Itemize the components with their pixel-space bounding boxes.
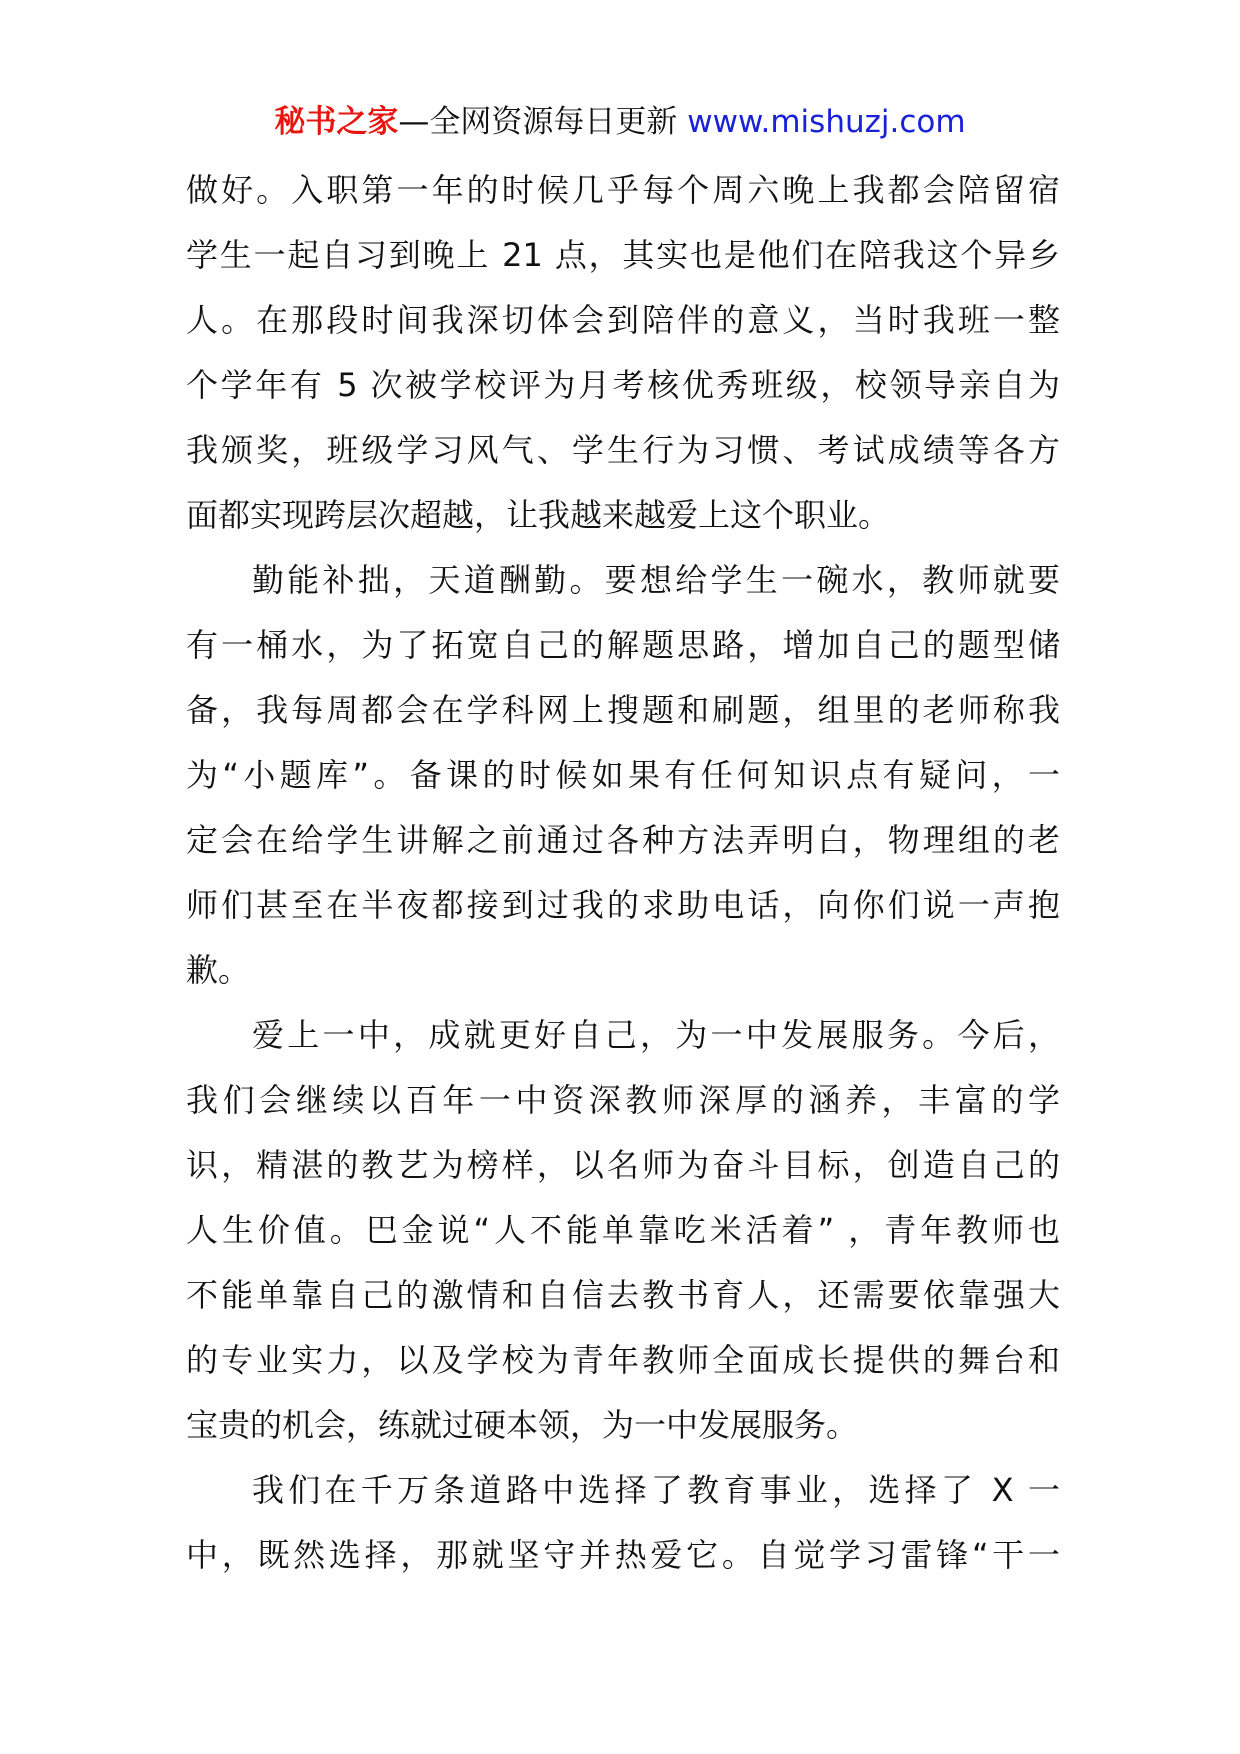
text-line: 我们会继续以百年一中资深教师深厚的涵养，丰富的学 xyxy=(186,1081,1060,1119)
text-line: 歉。 xyxy=(186,951,251,989)
brand-name: 秘书之家 xyxy=(274,104,399,140)
text-line: 做好。入职第一年的时候几乎每个周六晚上我都会陪留宿 xyxy=(186,171,1060,209)
text-line: 的专业实力，以及学校为青年教师全面成长提供的舞台和 xyxy=(186,1341,1060,1379)
text-line: 为“小题库”。备课的时候如果有任何知识点有疑问，一 xyxy=(186,756,1060,794)
text-line: 人生价值。巴金说“人不能单靠吃米活着” ，青年教师也 xyxy=(186,1211,1060,1249)
text-line: 勤能补拙，天道酬勤。要想给学生一碗水，教师就要 xyxy=(252,561,1060,599)
text-line: 宝贵的机会，练就过硬本领，为一中发展服务。 xyxy=(186,1406,859,1444)
text-line: 识，精湛的教艺为榜样，以名师为奋斗目标，创造自己的 xyxy=(186,1146,1060,1184)
site-url-link[interactable]: www.mishuzj.com xyxy=(687,104,966,140)
text-line: 我们在千万条道路中选择了教育事业，选择了 X 一 xyxy=(252,1471,1060,1509)
paragraph xyxy=(186,548,1060,1003)
text-line: 面都实现跨层次超越，让我越来越爱上这个职业。 xyxy=(186,496,891,534)
text-line: 备，我每周都会在学科网上搜题和刷题，组里的老师称我 xyxy=(186,691,1060,729)
text-line: 中，既然选择，那就坚守并热爱它。自觉学习雷锋“干一 xyxy=(186,1536,1060,1574)
text-line: 学生一起自习到晚上 21 点，其实也是他们在陪我这个异乡 xyxy=(186,236,1060,274)
text-line: 有一桶水，为了拓宽自己的解题思路，增加自己的题型储 xyxy=(186,626,1060,664)
document-body xyxy=(186,158,1060,1588)
text-line: 不能单靠自己的激情和自信去教书育人，还需要依靠强大 xyxy=(186,1276,1060,1314)
text-line: 个学年有 5 次被学校评为月考核优秀班级，校领导亲自为 xyxy=(186,366,1060,404)
paragraph xyxy=(186,158,1060,548)
site-header xyxy=(0,100,1240,144)
text-line: 人。在那段时间我深切体会到陪伴的意义，当时我班一整 xyxy=(186,301,1060,339)
text-line: 我颁奖，班级学习风气、学生行为习惯、考试成绩等各方 xyxy=(186,431,1060,469)
paragraph xyxy=(186,1458,1060,1588)
text-line: 爱上一中，成就更好自己，为一中发展服务。今后， xyxy=(252,1016,1060,1054)
text-line: 定会在给学生讲解之前通过各种方法弄明白，物理组的老 xyxy=(186,821,1060,859)
paragraph xyxy=(186,1003,1060,1458)
header-tagline: —全网资源每日更新 xyxy=(398,104,678,140)
text-line: 师们甚至在半夜都接到过我的求助电话，向你们说一声抱 xyxy=(186,886,1060,924)
